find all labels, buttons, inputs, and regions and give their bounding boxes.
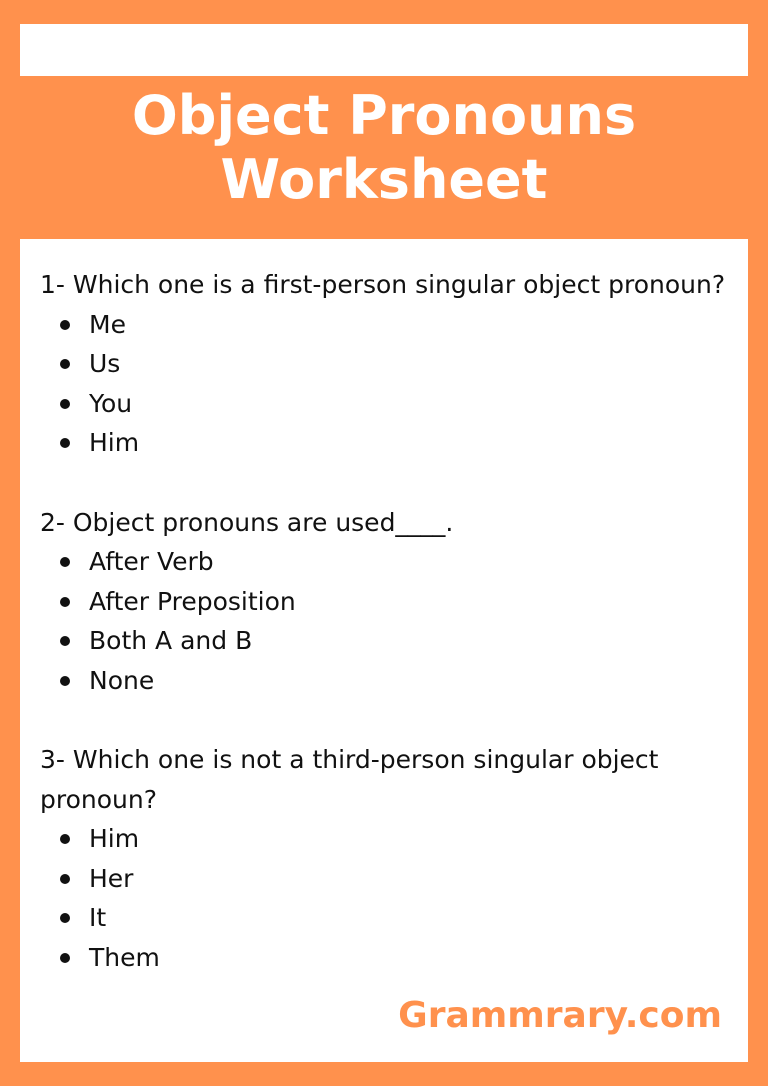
option-label: None	[89, 665, 155, 695]
option-label: Both A and B	[89, 626, 253, 655]
option-label: Me	[89, 309, 126, 339]
bullet-icon	[60, 597, 70, 607]
question-1-option-b	[60, 344, 728, 384]
question-2	[40, 503, 728, 701]
bullet-icon	[60, 320, 70, 330]
title-line-2: Worksheet	[220, 148, 548, 211]
question-2-option-d	[60, 661, 728, 701]
question-3-text: 3- Which one is not a third-person singular object pronoun?	[40, 745, 659, 814]
top-blank-strip	[20, 24, 748, 76]
brand-watermark: Grammrary.com	[398, 995, 722, 1036]
question-1-option-c	[60, 384, 728, 424]
bullet-icon	[60, 953, 70, 963]
worksheet-content	[20, 239, 748, 1062]
question-2-text: 2- Object pronouns are used____.	[40, 507, 454, 537]
option-label: Us	[89, 349, 121, 378]
bullet-icon	[60, 834, 70, 844]
question-1-option-a	[60, 305, 728, 345]
worksheet-title	[0, 84, 768, 212]
question-3-option-c	[60, 898, 728, 938]
question-2-options	[40, 542, 728, 700]
question-2-option-a	[60, 542, 728, 582]
question-3-option-a	[60, 819, 728, 859]
question-1-option-d	[60, 423, 728, 463]
bullet-icon	[60, 636, 70, 646]
option-label: After Preposition	[89, 586, 296, 616]
option-label: Them	[89, 942, 160, 972]
bullet-icon	[60, 874, 70, 884]
bullet-icon	[60, 359, 70, 369]
question-3-options	[40, 819, 728, 977]
option-label: Him	[89, 824, 140, 853]
bullet-icon	[60, 557, 70, 567]
option-label: After Verb	[89, 547, 214, 576]
option-label: It	[89, 903, 107, 932]
question-2-option-b	[60, 582, 728, 622]
title-line-1: Object Pronouns	[131, 84, 637, 147]
question-1	[40, 265, 728, 463]
bullet-icon	[60, 438, 70, 448]
option-label: Him	[89, 428, 140, 457]
bullet-icon	[60, 399, 70, 409]
question-3-option-b	[60, 859, 728, 899]
question-3	[40, 740, 728, 977]
bullet-icon	[60, 913, 70, 923]
question-1-text: 1- Which one is a first-person singular object pronoun?	[40, 270, 726, 299]
option-label: Her	[89, 863, 134, 893]
question-2-option-c	[60, 621, 728, 661]
question-3-option-d	[60, 938, 728, 978]
bullet-icon	[60, 676, 70, 686]
question-1-options	[40, 305, 728, 463]
option-label: You	[89, 388, 133, 418]
